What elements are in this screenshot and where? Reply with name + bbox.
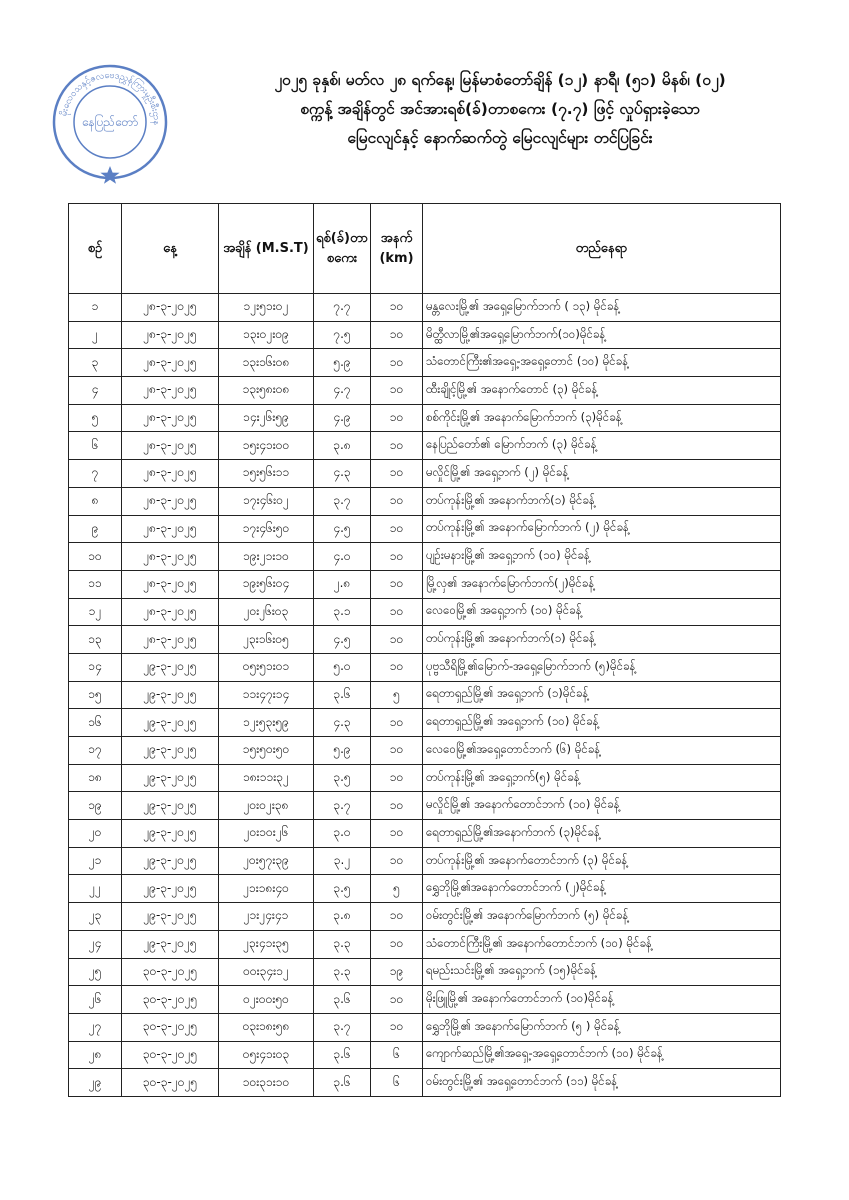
cell-serial: ၇	[69, 460, 122, 488]
cell-depth: ၁၀	[371, 1013, 423, 1041]
cell-time: ၂၃း၄၁း၃၅	[219, 930, 314, 958]
cell-time: ၂၀း၁၀း၂၆	[219, 820, 314, 848]
table-row	[69, 847, 781, 875]
cell-magnitude: ၄.၉	[314, 404, 371, 432]
cell-time: ၁၀း၃၁း၁၀	[219, 1069, 314, 1097]
cell-depth: ၁၀	[371, 903, 423, 931]
cell-time: ၁၁း၄၇း၁၄	[219, 681, 314, 709]
cell-magnitude: ၃.၀	[314, 820, 371, 848]
cell-magnitude: ၃.၈	[314, 903, 371, 931]
cell-location: တပ်ကုန်းမြို့၏ အနောက်ဘက်(၁) မိုင်ခန့်	[423, 487, 781, 515]
cell-serial: ၂၄	[69, 930, 122, 958]
cell-time: ၀၀း၃၄း၁၂	[219, 958, 314, 986]
header-depth: အနက် (km)	[371, 204, 423, 294]
cell-magnitude: ၄.၇	[314, 377, 371, 405]
cell-serial: ၁၀	[69, 543, 122, 571]
cell-time: ၁၉း၂၁း၁၀	[219, 543, 314, 571]
cell-magnitude: ၅.၉	[314, 737, 371, 765]
cell-time: ၁၂း၅၃း၅၉	[219, 709, 314, 737]
table-row	[69, 626, 781, 654]
table-row	[69, 294, 781, 322]
table-row	[69, 460, 781, 488]
cell-time: ၁၃း၁၆း၀၈	[219, 349, 314, 377]
table-row	[69, 487, 781, 515]
cell-date: ၂၈-၃-၂၀၂၅	[122, 321, 219, 349]
cell-time: ၁၅း၅၀း၅၀	[219, 737, 314, 765]
cell-magnitude: ၃.၂	[314, 847, 371, 875]
cell-time: ၁၂း၅၁း၀၂	[219, 294, 314, 322]
cell-serial: ၁၄	[69, 653, 122, 681]
cell-location: တပ်ကုန်းမြို့၏ အနောက်တောင်ဘက် (၃) မိုင်ခန့်	[423, 847, 781, 875]
table-row	[69, 1041, 781, 1069]
cell-serial: ၁၉	[69, 792, 122, 820]
table-row	[69, 930, 781, 958]
cell-depth: ၁၀	[371, 986, 423, 1014]
cell-date: ၂၈-၃-၂၀၂၅	[122, 404, 219, 432]
cell-depth: ၁၀	[371, 653, 423, 681]
cell-depth: ၆	[371, 1069, 423, 1097]
cell-depth: ၁၀	[371, 792, 423, 820]
table-row	[69, 515, 781, 543]
table-row	[69, 321, 781, 349]
heading-line-1: ၂၀၂၅ ခုနှစ်၊ မတ်လ ၂၈ ရက်နေ့၊ မြန်မာစံတော်ချိန် (၁၂) နာရီ၊ (၅၁) မိနစ်၊ (၀၂)	[274, 71, 726, 89]
table-row	[69, 653, 781, 681]
cell-location: ရေတာရှည်မြို့၏အနောက်ဘက် (၃)မိုင်ခန့်	[423, 820, 781, 848]
cell-date: ၂၉-၃-၂၀၂၅	[122, 709, 219, 737]
cell-serial: ၁၂	[69, 598, 122, 626]
table-body	[69, 294, 781, 1097]
cell-time: ၀၃း၁၈း၅၈	[219, 1013, 314, 1041]
cell-depth: ၁၀	[371, 377, 423, 405]
cell-depth: ၁၀	[371, 737, 423, 765]
cell-magnitude: ၃.၆	[314, 1069, 371, 1097]
cell-serial: ၈	[69, 487, 122, 515]
cell-serial: ၁၁	[69, 570, 122, 598]
cell-time: ၁၅း၄၁း၀၀	[219, 432, 314, 460]
table-row	[69, 598, 781, 626]
cell-date: ၃၀-၃-၂၀၂၅	[122, 1013, 219, 1041]
cell-location: ရမည်းသင်းမြို့၏ အရှေ့ဘက် (၁၅)မိုင်ခန့်	[423, 958, 781, 986]
cell-depth: ၁၀	[371, 847, 423, 875]
cell-depth: ၅	[371, 875, 423, 903]
cell-location: ရွှေဘိုမြို့၏ အနောက်မြောက်ဘက် (၅ ) မိုင်ခန့်	[423, 1013, 781, 1041]
seal-center-text: နေပြည်တော်	[81, 115, 139, 129]
cell-time: ၁၃း၀၂း၀၉	[219, 321, 314, 349]
cell-depth: ၁၀	[371, 930, 423, 958]
seal-star-icon	[100, 166, 119, 184]
cell-location: တပ်ကုန်းမြို့၏ အနောက်ဘက်(၁) မိုင်ခန့်	[423, 626, 781, 654]
earthquake-table	[68, 203, 781, 1097]
cell-depth: ၁၀	[371, 515, 423, 543]
cell-serial: ၂၂	[69, 875, 122, 903]
cell-serial: ၂၈	[69, 1041, 122, 1069]
table-row	[69, 1013, 781, 1041]
cell-time: ၀၂း၀၀း၅၀	[219, 986, 314, 1014]
cell-magnitude: ၄.၃	[314, 460, 371, 488]
cell-date: ၃၀-၃-၂၀၂၅	[122, 958, 219, 986]
heading-line-3: မြေငလျင်နှင့် နောက်ဆက်တွဲ မြေငလျင်များ တင်ပြခြင်း	[347, 129, 653, 147]
cell-location: မိုးဖြူမြို့၏ အနောက်တောင်ဘက် (၁၀)မိုင်ခန့်	[423, 986, 781, 1014]
cell-date: ၂၈-၃-၂၀၂၅	[122, 570, 219, 598]
cell-location: လေဝေမြို့၏အရှေ့တောင်ဘက် (၆) မိုင်ခန့်	[423, 737, 781, 765]
cell-serial: ၉	[69, 515, 122, 543]
cell-magnitude: ၅.၀	[314, 653, 371, 681]
cell-depth: ၁၀	[371, 570, 423, 598]
cell-location: တပ်ကုန်းမြို့၏ အရှေ့ဘက်(၅) မိုင်ခန့်	[423, 764, 781, 792]
cell-depth: ၁၀	[371, 543, 423, 571]
cell-depth: ၁၀	[371, 404, 423, 432]
table-header-row	[69, 204, 781, 294]
cell-location: စစ်ကိုင်းမြို့၏ အနောက်မြောက်ဘက် (၃)မိုင်ခန့်	[423, 404, 781, 432]
table-row	[69, 404, 781, 432]
cell-time: ၂၃း၁၆း၀၅	[219, 626, 314, 654]
cell-date: ၂၈-၃-၂၀၂၅	[122, 598, 219, 626]
cell-time: ၁၅း၅၆း၁၁	[219, 460, 314, 488]
cell-depth: ၁၀	[371, 709, 423, 737]
table-row	[69, 792, 781, 820]
cell-time: ၂၁း၂၄း၄၁	[219, 903, 314, 931]
table-row	[69, 432, 781, 460]
cell-location: ထီးချိုင့်မြို့၏ အနောက်တောင် (၃) မိုင်ခန့်	[423, 377, 781, 405]
cell-magnitude: ၄.၅	[314, 515, 371, 543]
cell-date: ၂၈-၃-၂၀၂၅	[122, 515, 219, 543]
cell-serial: ၁	[69, 294, 122, 322]
cell-magnitude: ၃.၃	[314, 930, 371, 958]
cell-location: ကျောက်ဆည်မြို့၏အရှေ့-အရှေ့တောင်ဘက် (၁၀) မိုင်ခန့်	[423, 1041, 781, 1069]
table-row	[69, 737, 781, 765]
cell-location: ရွှေဘိုမြို့၏အနောက်တောင်ဘက် (၂)မိုင်ခန့်	[423, 875, 781, 903]
cell-depth: ၁၀	[371, 764, 423, 792]
cell-serial: ၂၉	[69, 1069, 122, 1097]
cell-depth: ၅	[371, 681, 423, 709]
cell-serial: ၂၆	[69, 986, 122, 1014]
cell-location: ဝမ်းတွင်းမြို့၏ အနောက်မြောက်ဘက် (၅) မိုင်ခန့်	[423, 903, 781, 931]
cell-location: ဝမ်းတွင်းမြို့၏ အရှေ့တောင်ဘက် (၁၁) မိုင်ခန့်	[423, 1069, 781, 1097]
cell-magnitude: ၃.၆	[314, 1041, 371, 1069]
seal-ring-text: မိုးလေဝသနှင့်ဇလဗေဒညွှန်ကြားမှုဦးစီးဌာန	[59, 70, 162, 126]
cell-date: ၂၈-၃-၂၀၂၅	[122, 460, 219, 488]
table-row	[69, 543, 781, 571]
heading-line-2: စက္ကန့် အချိန်တွင် အင်အားရစ်(ခ်)တာစကေး (၇.၇) ဖြင့် လှုပ်ရှားခဲ့သော	[300, 100, 700, 118]
cell-depth: ၆	[371, 1041, 423, 1069]
cell-serial: ၁၃	[69, 626, 122, 654]
cell-date: ၃၀-၃-၂၀၂၅	[122, 1069, 219, 1097]
cell-magnitude: ၃.၆	[314, 986, 371, 1014]
cell-serial: ၁၇	[69, 737, 122, 765]
table-row	[69, 986, 781, 1014]
cell-date: ၂၉-၃-၂၀၂၅	[122, 820, 219, 848]
cell-serial: ၃	[69, 349, 122, 377]
cell-date: ၂၉-၃-၂၀၂၅	[122, 875, 219, 903]
cell-time: ၁၇း၄၆း၅၀	[219, 515, 314, 543]
cell-date: ၂၉-၃-၂၀၂၅	[122, 764, 219, 792]
cell-depth: ၁၀	[371, 598, 423, 626]
header-date: နေ့	[122, 204, 219, 294]
cell-depth: ၁၀	[371, 820, 423, 848]
cell-date: ၂၈-၃-၂၀၂၅	[122, 377, 219, 405]
cell-date: ၂၈-၃-၂၀၂၅	[122, 432, 219, 460]
cell-serial: ၄	[69, 377, 122, 405]
department-seal	[50, 62, 170, 190]
table-row	[69, 764, 781, 792]
cell-time: ၂၀း၀၂း၃၈	[219, 792, 314, 820]
cell-time: ၀၅း၄၁း၀၃	[219, 1041, 314, 1069]
cell-date: ၂၈-၃-၂၀၂၅	[122, 487, 219, 515]
cell-serial: ၂၃	[69, 903, 122, 931]
cell-date: ၂၉-၃-၂၀၂၅	[122, 653, 219, 681]
cell-serial: ၂၁	[69, 847, 122, 875]
cell-depth: ၁၉	[371, 958, 423, 986]
cell-time: ၂၀း၅၇း၃၉	[219, 847, 314, 875]
cell-location: ပျဉ်းမနားမြို့၏ အရှေ့ဘက် (၁၀) မိုင်ခန့်	[423, 543, 781, 571]
cell-magnitude: ၄.၃	[314, 709, 371, 737]
cell-location: မိတ္ထီလာမြို့၏အရှေ့မြောက်ဘက်(၁၀)မိုင်ခန့်	[423, 321, 781, 349]
cell-location: သံတောင်ကြီးမြို့၏ အနောက်တောင်ဘက် (၁၀) မိုင်ခန့်	[423, 930, 781, 958]
cell-magnitude: ၂.၈	[314, 570, 371, 598]
cell-location: နေပြည်တော်၏ မြောက်ဘက် (၃) မိုင်ခန့်	[423, 432, 781, 460]
table-row	[69, 349, 781, 377]
cell-depth: ၁၀	[371, 432, 423, 460]
cell-time: ၁၄း၂၆း၅၉	[219, 404, 314, 432]
cell-location: မလှိုင်မြို့၏ အနောက်တောင်ဘက် (၁၀) မိုင်ခန့်	[423, 792, 781, 820]
cell-magnitude: ၃.၁	[314, 598, 371, 626]
cell-time: ၁၈း၁၁း၃၂	[219, 764, 314, 792]
table-row	[69, 570, 781, 598]
cell-depth: ၁၀	[371, 626, 423, 654]
cell-depth: ၁၀	[371, 321, 423, 349]
cell-date: ၂၈-၃-၂၀၂၅	[122, 543, 219, 571]
header-location: တည်နေရာ	[423, 204, 781, 294]
table-row	[69, 1069, 781, 1097]
cell-depth: ၁၀	[371, 460, 423, 488]
table-row	[69, 377, 781, 405]
cell-depth: ၁၀	[371, 349, 423, 377]
cell-magnitude: ၃.၃	[314, 958, 371, 986]
table-row	[69, 820, 781, 848]
cell-serial: ၅	[69, 404, 122, 432]
table-row	[69, 709, 781, 737]
cell-time: ၁၉း၅၆း၀၄	[219, 570, 314, 598]
header-magnitude: ရစ်(ခ်)တာစကေး	[314, 204, 371, 294]
cell-location: ပုဗ္ဗသီရိမြို့၏မြောက်-အရှေ့မြောက်ဘက် (၅)မိုင်ခန့်	[423, 653, 781, 681]
cell-location: ရေတာရှည်မြို့၏ အရှေ့ဘက် (၁၀) မိုင်ခန့်	[423, 709, 781, 737]
cell-depth: ၁၀	[371, 487, 423, 515]
cell-magnitude: ၃.၇	[314, 792, 371, 820]
cell-depth: ၁၀	[371, 294, 423, 322]
cell-location: တပ်ကုန်းမြို့၏ အနောက်မြောက်ဘက် (၂) မိုင်ခန့်	[423, 515, 781, 543]
cell-serial: ၂၅	[69, 958, 122, 986]
cell-serial: ၁၈	[69, 764, 122, 792]
cell-magnitude: ၃.၅	[314, 875, 371, 903]
cell-time: ၀၅း၅၁း၀၁	[219, 653, 314, 681]
table-row	[69, 903, 781, 931]
cell-location: သံတောင်ကြီး၏အရှေ့-အရှေ့တောင် (၁၀) မိုင်ခန့်	[423, 349, 781, 377]
cell-serial: ၂၇	[69, 1013, 122, 1041]
cell-magnitude: ၃.၇	[314, 487, 371, 515]
cell-time: ၂၀း၂၆း၀၃	[219, 598, 314, 626]
cell-location: လေဝေမြို့၏ အရှေ့ဘက် (၁၀) မိုင်ခန့်	[423, 598, 781, 626]
cell-magnitude: ၄.၅	[314, 626, 371, 654]
cell-date: ၂၉-၃-၂၀၂၅	[122, 903, 219, 931]
cell-location: မလှိုင်မြို့၏ အရှေ့ဘက် (၂) မိုင်ခန့်	[423, 460, 781, 488]
cell-serial: ၁၆	[69, 709, 122, 737]
cell-location: မြို့လှ၏ အနောက်မြောက်ဘက်(၂)မိုင်ခန့်	[423, 570, 781, 598]
cell-date: ၃၀-၃-၂၀၂၅	[122, 1041, 219, 1069]
cell-magnitude: ၃.၈	[314, 432, 371, 460]
cell-date: ၂၈-၃-၂၀၂၅	[122, 626, 219, 654]
header-serial: စဉ်	[69, 204, 122, 294]
table-row	[69, 681, 781, 709]
cell-date: ၃၀-၃-၂၀၂၅	[122, 986, 219, 1014]
cell-date: ၂၉-၃-၂၀၂၅	[122, 847, 219, 875]
cell-serial: ၁၅	[69, 681, 122, 709]
header-time: အချိန် (M.S.T)	[219, 204, 314, 294]
cell-magnitude: ၇.၇	[314, 294, 371, 322]
cell-magnitude: ၃.၆	[314, 681, 371, 709]
cell-location: မန္တလေးမြို့၏ အရှေ့မြောက်ဘက် ( ၁၃) မိုင်ခန့်	[423, 294, 781, 322]
cell-date: ၂၉-၃-၂၀၂၅	[122, 681, 219, 709]
cell-time: ၂၁း၁၈း၄၀	[219, 875, 314, 903]
cell-date: ၂၈-၃-၂၀၂၅	[122, 349, 219, 377]
cell-date: ၂၉-၃-၂၀၂၅	[122, 930, 219, 958]
cell-location: ရေတာရှည်မြို့၏ အရှေ့ဘက် (၁)မိုင်ခန့်	[423, 681, 781, 709]
cell-magnitude: ၅.၉	[314, 349, 371, 377]
cell-time: ၁၃း၅၈း၀၈	[219, 377, 314, 405]
document-heading	[190, 66, 810, 153]
cell-serial: ၂	[69, 321, 122, 349]
cell-magnitude: ၇.၅	[314, 321, 371, 349]
table-row	[69, 875, 781, 903]
cell-magnitude: ၄.၀	[314, 543, 371, 571]
table-row	[69, 958, 781, 986]
cell-serial: ၆	[69, 432, 122, 460]
cell-date: ၂၈-၃-၂၀၂၅	[122, 294, 219, 322]
cell-magnitude: ၃.၇	[314, 1013, 371, 1041]
cell-date: ၂၉-၃-၂၀၂၅	[122, 792, 219, 820]
cell-serial: ၂၀	[69, 820, 122, 848]
cell-date: ၂၉-၃-၂၀၂၅	[122, 737, 219, 765]
cell-time: ၁၇း၄၆း၀၂	[219, 487, 314, 515]
cell-magnitude: ၃.၅	[314, 764, 371, 792]
